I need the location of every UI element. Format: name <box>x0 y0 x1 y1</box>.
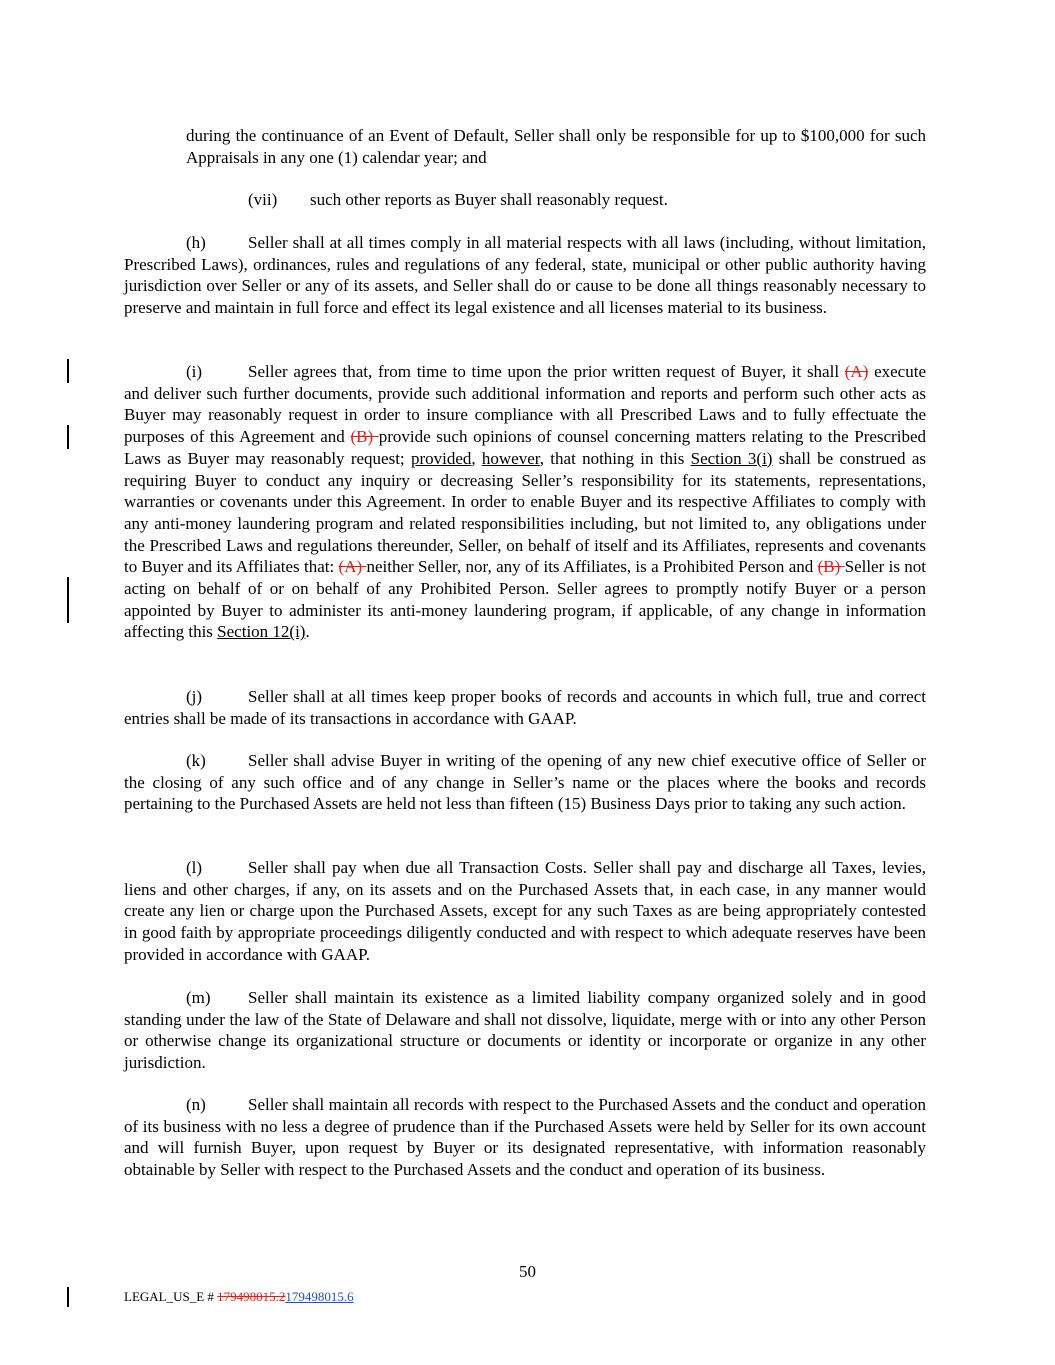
paragraph-label: (n) <box>186 1095 206 1114</box>
deleted-text: (B) <box>350 427 379 447</box>
paragraph-label: (i) <box>186 362 203 381</box>
paragraph-label: (l) <box>186 858 203 877</box>
change-bar <box>67 359 69 383</box>
document-footer: LEGAL_US_E # 179498015.2179498015.6 <box>124 1289 354 1304</box>
paragraph-h: (h) Seller shall at all times comply in all material respects with all laws (including, without limitation, Prescribed Laws), ordinances, rules and regulations of any federal, state, municipal or other public authority having jurisdiction over Seller or any of its assets, and Seller shall do or cause to be done all things reasonably necessary to preserve and maintain in full force and effect its legal existence and all licenses material to its business. <box>124 233 926 318</box>
inserted-doc-id: 179498015.6 <box>285 1289 354 1304</box>
paragraph-label: (j) <box>186 687 203 706</box>
section-reference: Section 3(i) <box>690 448 773 468</box>
deleted-text: (B) <box>817 557 845 577</box>
paragraph-label: (k) <box>186 751 206 770</box>
section-reference: Section 12(i) <box>217 622 306 642</box>
deleted-text: (A) <box>338 557 367 577</box>
change-bar <box>67 425 69 449</box>
change-bar <box>67 577 69 623</box>
paragraph-k: (k) Seller shall advise Buyer in writing of the opening of any new chief executive office of Seller or the closing of any such office and of any change in Seller’s name or the places where the books and records pertaining to the Purchased Assets are held not less than fifteen (15) Business Days prior to taking any such action. <box>124 751 926 814</box>
continued-paragraph: during the continuance of an Event of Default, Seller shall only be responsible for up to $100,000 for such Appraisals in any one (1) calendar year; and <box>186 126 926 167</box>
clause-vii: (vii) such other reports as Buyer shall reasonably request. <box>248 190 668 209</box>
paragraph-j: (j) Seller shall at all times keep proper books of records and accounts in which full, true and correct entries shall be made of its transactions in accordance with GAAP. <box>124 687 926 728</box>
paragraph-m: (m) Seller shall maintain its existence as a limited liability company organized solely and in good standing under the law of the State of Delaware and shall not dissolve, liquidate, merge with or into any other Person or otherwise change its organizational structure or documents or identity or incorporate or organize in any other jurisdiction. <box>124 988 926 1073</box>
underlined-term: provided <box>410 448 472 468</box>
deleted-text: (A) <box>844 362 869 381</box>
underlined-term: however <box>481 448 540 468</box>
page-number: 50 <box>519 1262 536 1281</box>
paragraph-label: (m) <box>186 988 211 1007</box>
paragraph-i: (i) Seller agrees that, from time to time upon the prior written request of Buyer, it shall (A) execute and deliver such further documents, provide such additional information and reports and perform such other acts as Buyer may reasonably request in order to insure compliance with all Prescribed Laws and to fully effectuate the purposes of this Agreement and (B) provide such opinions of counsel concerning matters relating to the Prescribed Laws as Buyer may reasonably request; provided, however, that nothing in this Section 3(i) shall be construed as requiring Buyer to conduct any inquiry or decreasing Seller’s responsibility for its statements, representations, warranties or covenants under this Agreement. In order to enable Buyer and its respective Affiliates to comply with any anti-money laundering program and related responsibilities including, but not limited to, any obligations under the Prescribed Laws and regulations thereunder, Seller, on behalf of itself and its Affiliates, represents and covenants to Buyer and its Affiliates that: (A) neither Seller, nor, any of its Affiliates, is a Prohibited Person and (B) Seller is not acting on behalf of or on behalf of any Prohibited Person. Seller agrees to promptly notify Buyer or a person appointed by Buyer to administer its anti-money laundering program, if applicable, of any change in information affecting this Section 12(i). <box>124 362 926 642</box>
change-bar <box>67 1287 69 1307</box>
paragraph-label: (h) <box>186 233 206 252</box>
clause-label: (vii) <box>248 190 278 209</box>
paragraph-l: (l) Seller shall pay when due all Transaction Costs. Seller shall pay and discharge all Taxes, levies, liens and other charges, if any, on its assets and on the Purchased Assets that, in each case, in any manner would create any lien or charge upon the Purchased Assets, except for any such Taxes as are being appropriately contested in good faith by appropriate proceedings diligently conducted and with respect to which adequate reserves have been provided in accordance with GAAP. <box>124 858 926 964</box>
paragraph-n: (n) Seller shall maintain all records with respect to the Purchased Assets and the conduct and operation of its business with no less a degree of prudence than if the Purchased Assets were held by Seller for its own account and will furnish Buyer, upon request by Buyer or its designated representative, with information reasonably obtainable by Seller with respect to the Purchased Assets and the conduct and operation of its business. <box>124 1095 926 1180</box>
deleted-doc-id: 179498015.2 <box>217 1289 286 1304</box>
